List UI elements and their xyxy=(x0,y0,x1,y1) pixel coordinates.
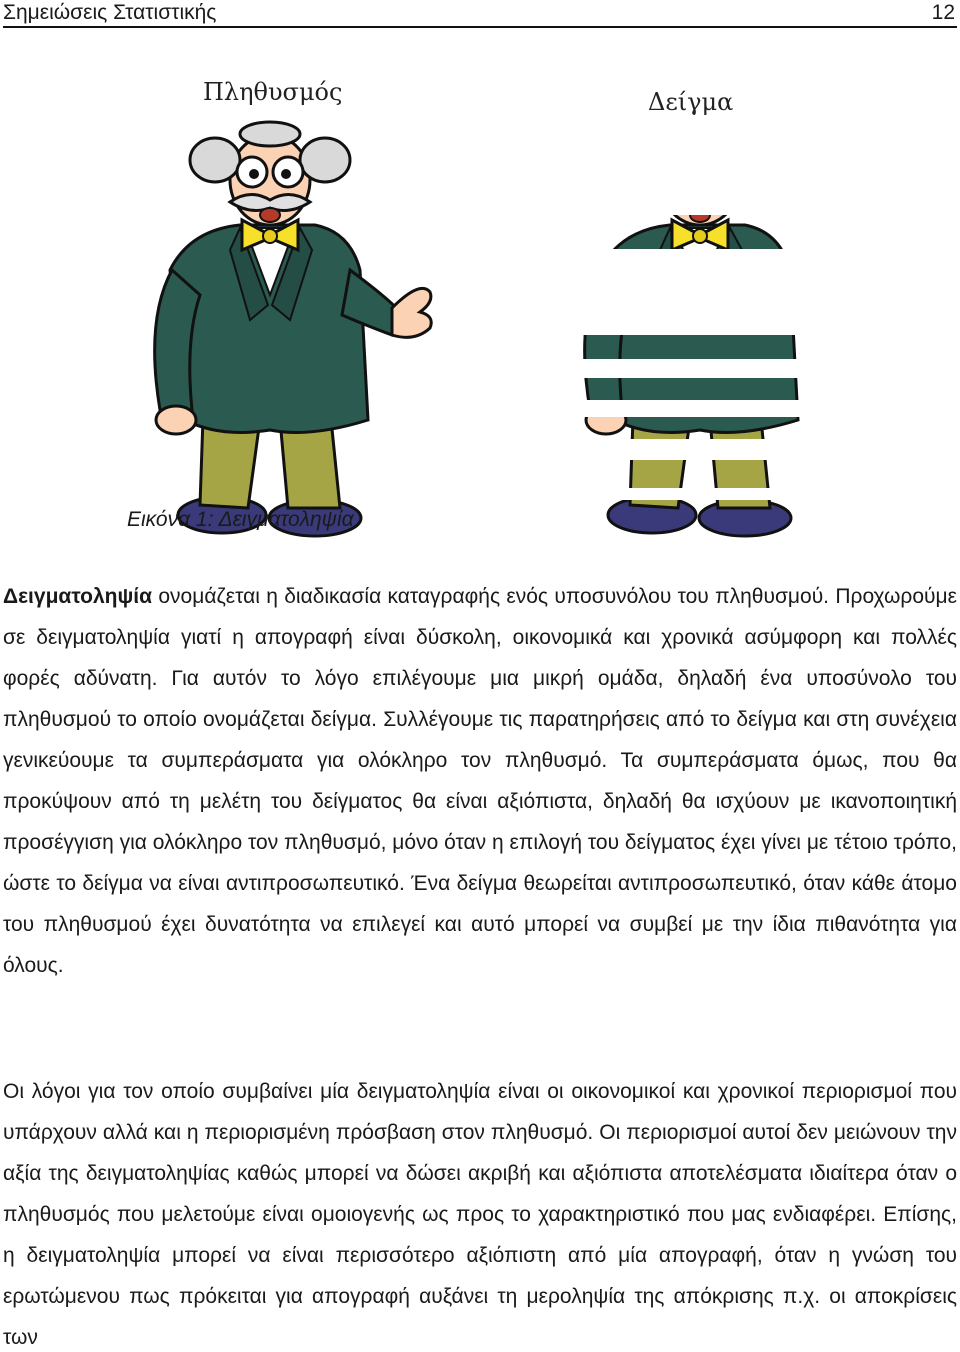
population-label: Πληθυσμός xyxy=(203,78,343,106)
paragraph-sampling-reasons xyxy=(3,1071,957,1352)
paragraph-sampling-definition xyxy=(3,576,957,986)
term-sampling: Δειγματοληψία xyxy=(3,585,153,608)
professor-sample-icon xyxy=(560,120,880,540)
page-number: 12 xyxy=(931,1,955,24)
figure-caption: Εικόνα 1: Δειγματοληψία xyxy=(127,508,354,531)
page-header xyxy=(3,0,957,28)
paragraph-text: ονομάζεται η διαδικασία καταγραφής ενός υποσυνόλου του πληθυσμού. Προχωρούμε σε δειγματοληψία γιατί η απογραφή είναι δύσκολη, οικονομικά και χρονικά ασύμφορη και πολλές φορές αδύνατη. Για αυτόν το λόγο επιλέγουμε μια μικρή ομάδα, δηλαδή ένα υποσύνολο του πληθυσμού το οποίο ονομάζεται δείγμα. Συλλέγουμε τις παρατηρήσεις από το δείγμα και στη συνέχεια γενικεύουμε τα συμπεράσματα για ολόκληρο τον πληθυσμό. Τα συμπεράσματα όμως, που θα προκύψουν από τη μελέτη του δείγματος θα είναι αξιόπιστα, δηλαδή θα ισχύουν με ικανοποιητική προσέγγιση για ολόκληρο τον πληθυσμό, μόνο όταν η επιλογή του δείγματος έχει γίνει με τέτοιο τρόπο, ώστε το δείγμα να είναι αντιπροσωπευτικό. Ένα δείγμα θεωρείται αντιπροσωπευτικό, όταν κάθε άτομο του πληθυσμού έχει δυνατότητα να επιλεγεί και αυτό μπορεί να συμβεί με την ίδια πιθανότητα για όλους. xyxy=(3,585,957,977)
sample-label: Δείγμα xyxy=(648,88,734,116)
paragraph-text: Οι λόγοι για τον οποίο συμβαίνει μία δειγματοληψία είναι οι οικονομικοί και χρονικοί περιορισμοί που υπάρχουν αλλά και η περιορισμένη πρόσβαση στον πληθυσμό. Οι περιορισμοί αυτοί δεν μειώνουν την αξία της δειγματοληψίας καθώς μπορεί να δώσει ακριβή και αξιόπιστα αποτελέσματα ιδιαίτερα όταν ο πληθυσμός που μελετούμε είναι ομοιογενής ως προς το χαρακτηριστικό που μας ενδιαφέρει. Επίσης, η δειγματοληψία μπορεί να είναι περισσότερο αξιόπιστη από μία απογραφή, όταν η γνώση του ερωτώμενου πως πρόκειται για απογραφή αυξάνει τη μεροληψία της απόκρισης π.χ. οι αποκρίσεις των xyxy=(3,1080,957,1349)
sampling-figure xyxy=(0,60,960,500)
professor-population-icon xyxy=(130,120,450,540)
document-title: Σημειώσεις Στατιστικής xyxy=(3,1,217,24)
